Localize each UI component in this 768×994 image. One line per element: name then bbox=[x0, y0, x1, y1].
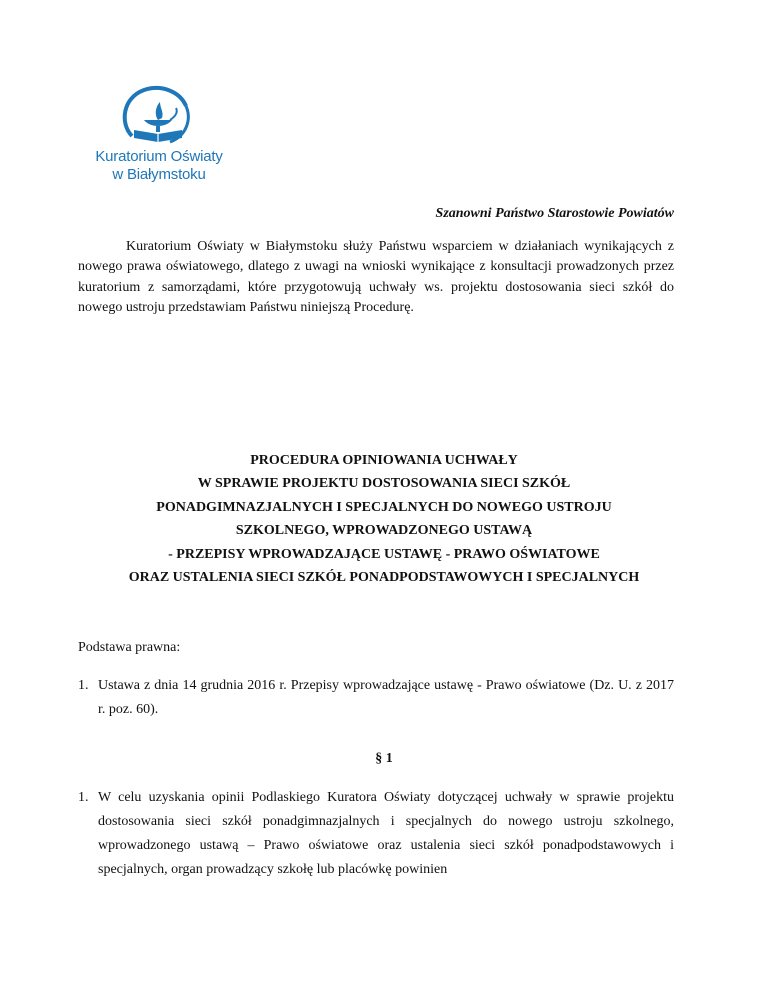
legal-basis-heading: Podstawa prawna: bbox=[78, 640, 181, 655]
title-line: PROCEDURA OPINIOWANIA UCHWAŁY bbox=[250, 453, 518, 468]
logo-emblem bbox=[114, 84, 204, 148]
list-item bbox=[78, 786, 674, 882]
list-item bbox=[78, 674, 674, 722]
logo-text-line2: w Białymstoku bbox=[112, 166, 206, 183]
title-line: PONADGIMNAZJALNYCH I SPECJALNYCH DO NOWEGO USTROJU bbox=[156, 499, 612, 515]
procedure-title bbox=[60, 449, 708, 589]
list-item-number: 1. bbox=[78, 678, 89, 693]
list-item-text: W celu uzyskania opinii Podlaskiego Kuratora Oświaty dotyczącej uchwały w sprawie projektu dostosowania sieci szkół ponadgimnazjalnych i specjalnych do nowego ustroju szkolnego, wprowadzonego ustawą – Prawo oświatowe oraz ustalenia sieci szkół ponadpodstawowych i specjalnych, organ prowadzący szkołę lub placówkę powinien bbox=[98, 790, 674, 877]
section-mark: § 1 bbox=[375, 751, 393, 766]
list-item-text: Ustawa z dnia 14 grudnia 2016 r. Przepisy wprowadzające ustawę - Prawo oświatowe (Dz. U. z 2017 r. poz. 60). bbox=[98, 678, 674, 717]
logo-text-line1: Kuratorium Oświaty bbox=[95, 148, 223, 165]
section-list bbox=[78, 786, 674, 882]
salutation: Szanowni Państwo Starostowie Powiatów bbox=[435, 206, 674, 221]
title-line: ORAZ USTALENIA SIECI SZKÓŁ PONADPODSTAWOWYCH I SPECJALNYCH bbox=[128, 570, 640, 586]
title-line: W SPRAWIE PROJEKTU DOSTOSOWANIA SIECI SZKÓŁ bbox=[197, 476, 571, 492]
list-item-number: 1. bbox=[78, 790, 89, 805]
legal-basis-list bbox=[78, 674, 674, 722]
logo bbox=[84, 84, 234, 186]
title-line: SZKOLNEGO, WPROWADZONEGO USTAWĄ bbox=[235, 523, 533, 539]
intro-paragraph: Kuratorium Oświaty w Białymstoku służy Państwu wsparciem w działaniach wynikających z nowego prawa oświatowego, dlatego z uwagi na wnioski wynikające z konsultacji prowadzonych przez kuratorium z samorządami, które przygotowują uchwały ws. projektu dostosowania sieci szkół do nowego ustroju przedstawiam Państwu niniejszą Procedurę. bbox=[78, 239, 674, 315]
title-line: - PRZEPISY WPROWADZAJĄCE USTAWĘ - PRAWO OŚWIATOWE bbox=[168, 546, 600, 562]
